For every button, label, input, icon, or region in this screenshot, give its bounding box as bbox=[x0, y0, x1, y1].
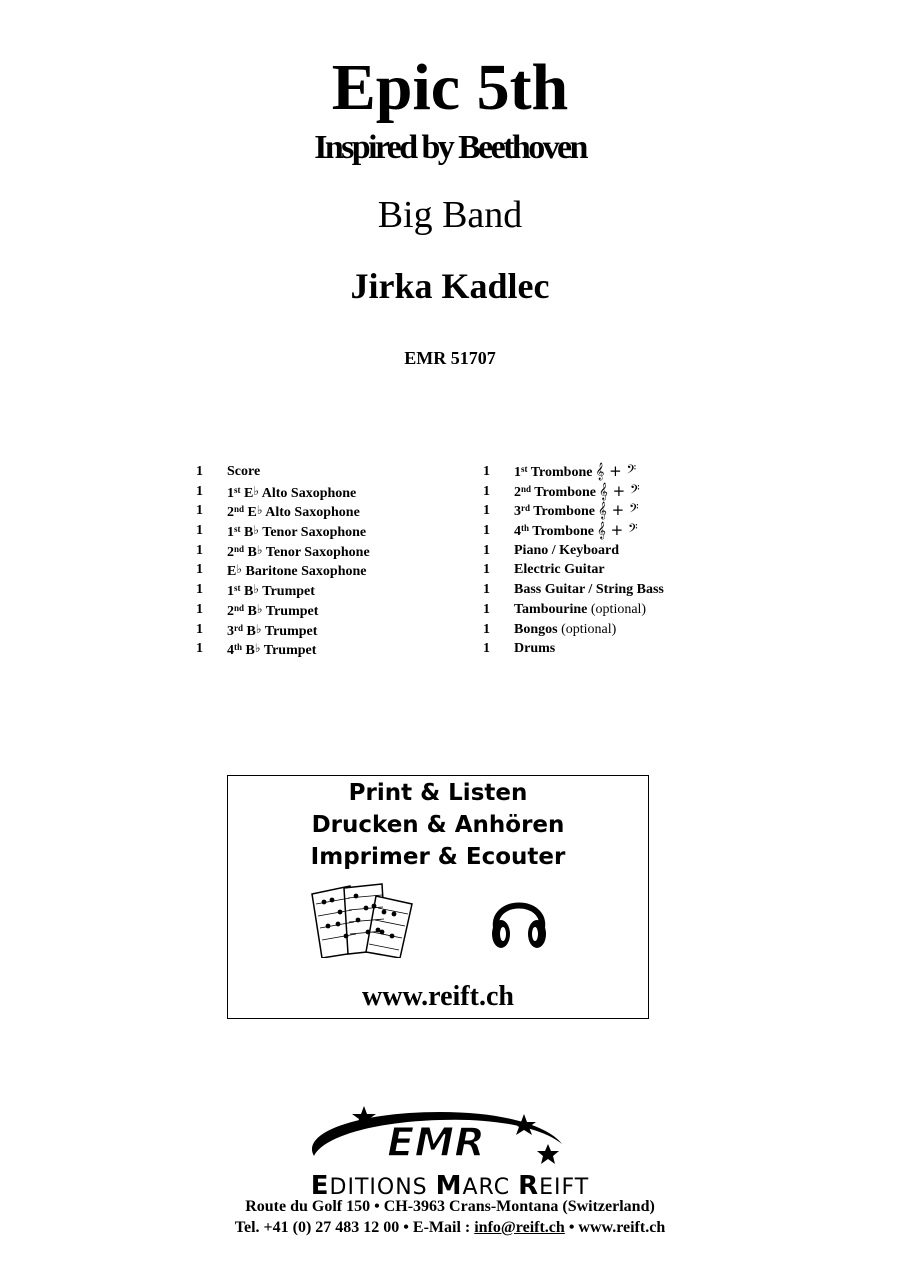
flat-sign-icon: ♭ bbox=[254, 641, 261, 656]
part-ordinal-suffix: nd bbox=[234, 543, 245, 554]
part-row bbox=[483, 580, 743, 600]
part-ordinal-number: 1 bbox=[227, 485, 234, 501]
part-quantity: 1 bbox=[483, 503, 490, 519]
part-row bbox=[483, 501, 743, 521]
publisher-address: Route du Golf 150 • CH-3963 Crans-Montana (Switzerland) bbox=[245, 1198, 655, 1215]
part-name bbox=[227, 482, 356, 504]
part-name bbox=[227, 580, 315, 602]
flat-sign-icon: ♭ bbox=[253, 523, 260, 538]
email-link[interactable]: info@reift.ch bbox=[474, 1219, 565, 1236]
part-key-note: B bbox=[245, 643, 255, 659]
part-instrument: Score bbox=[227, 464, 261, 479]
part-optional-note: (optional) bbox=[590, 601, 647, 617]
part-ordinal-number: 2 bbox=[227, 544, 234, 560]
part-quantity: 1 bbox=[483, 641, 490, 657]
part-ordinal-suffix: rd bbox=[234, 622, 243, 633]
part-quantity: 1 bbox=[196, 641, 203, 657]
promo-line-german: Drucken & Anhören bbox=[311, 812, 565, 838]
part-instrument: Tambourine bbox=[514, 601, 588, 617]
part-quantity: 1 bbox=[196, 542, 203, 558]
part-quantity: 1 bbox=[483, 562, 490, 578]
part-quantity: 1 bbox=[196, 601, 203, 617]
part-instrument: Bongos bbox=[514, 621, 558, 637]
part-optional-note: (optional) bbox=[561, 621, 617, 637]
part-row bbox=[483, 600, 743, 620]
piece-subtitle: Inspired by Beethoven bbox=[314, 129, 586, 166]
promo-line-english: Print & Listen bbox=[348, 780, 528, 806]
part-row bbox=[196, 580, 486, 600]
part-name bbox=[227, 541, 370, 563]
promo-website-link[interactable]: www.reift.ch bbox=[362, 981, 514, 1012]
flat-sign-icon: ♭ bbox=[256, 503, 263, 518]
part-ordinal-suffix: nd bbox=[521, 483, 532, 494]
clef-icons: 𝄞 + 𝄢 bbox=[595, 462, 637, 480]
part-ordinal-suffix: th bbox=[234, 642, 243, 653]
flat-sign-icon: ♭ bbox=[256, 542, 263, 557]
part-row bbox=[196, 600, 486, 620]
part-name bbox=[227, 639, 316, 661]
part-row bbox=[196, 560, 486, 580]
part-quantity: 1 bbox=[196, 503, 203, 519]
part-ordinal-number: 4 bbox=[514, 524, 521, 540]
part-quantity: 1 bbox=[483, 621, 490, 637]
ensemble-label: Big Band bbox=[377, 194, 523, 236]
flat-sign-icon: ♭ bbox=[253, 483, 260, 498]
part-name bbox=[514, 580, 664, 600]
part-name bbox=[514, 501, 639, 522]
part-row bbox=[483, 560, 743, 580]
sheet-music-icon bbox=[308, 882, 418, 958]
part-ordinal-number: 4 bbox=[227, 643, 234, 659]
part-row bbox=[483, 462, 743, 482]
part-quantity: 1 bbox=[483, 483, 490, 499]
star-icon bbox=[537, 1144, 559, 1164]
part-ordinal-number: 2 bbox=[227, 505, 234, 521]
promo-line-french: Imprimer & Ecouter bbox=[310, 844, 566, 870]
flat-sign-icon: ♭ bbox=[253, 582, 260, 597]
part-row bbox=[196, 482, 486, 502]
part-row bbox=[483, 521, 743, 541]
part-ordinal-number: 1 bbox=[514, 465, 521, 480]
part-row bbox=[483, 620, 743, 640]
part-quantity: 1 bbox=[196, 464, 203, 479]
part-instrument: Alto Saxophone bbox=[265, 505, 360, 521]
part-ordinal-suffix: nd bbox=[234, 504, 245, 515]
part-name bbox=[514, 541, 619, 561]
part-key-note: E bbox=[244, 485, 254, 501]
emr-logo bbox=[300, 1104, 570, 1174]
part-ordinal-number: 3 bbox=[227, 623, 234, 639]
part-instrument: Baritone Saxophone bbox=[245, 564, 367, 580]
part-instrument: Trumpet bbox=[264, 623, 318, 639]
part-instrument: Alto Saxophone bbox=[261, 485, 357, 501]
publisher-name: EDITIONS MARC REIFT bbox=[310, 1171, 590, 1201]
part-row bbox=[196, 620, 486, 640]
part-instrument: Piano / Keyboard bbox=[514, 542, 620, 558]
part-instrument: Trumpet bbox=[262, 584, 315, 600]
part-name bbox=[514, 521, 638, 542]
part-quantity: 1 bbox=[483, 523, 490, 539]
part-name bbox=[514, 482, 640, 503]
part-quantity: 1 bbox=[483, 601, 490, 617]
part-key-note: B bbox=[244, 584, 254, 600]
composer-name: Jirka Kadlec bbox=[350, 266, 550, 306]
parts-list-right bbox=[483, 462, 743, 659]
catalog-number: EMR 51707 bbox=[404, 348, 496, 368]
part-instrument: Trumpet bbox=[263, 643, 317, 659]
flat-sign-icon: ♭ bbox=[255, 621, 262, 636]
part-name bbox=[514, 462, 636, 483]
part-name bbox=[514, 600, 646, 620]
part-row bbox=[196, 541, 486, 561]
flat-sign-icon: ♭ bbox=[256, 601, 263, 616]
part-ordinal-suffix: st bbox=[234, 484, 241, 495]
part-ordinal-number: 2 bbox=[227, 603, 234, 619]
part-quantity: 1 bbox=[196, 562, 203, 578]
part-row bbox=[483, 482, 743, 502]
part-row bbox=[196, 501, 486, 521]
part-instrument: Trombone bbox=[533, 504, 595, 520]
part-name bbox=[227, 620, 317, 642]
part-name bbox=[227, 501, 360, 523]
part-ordinal-number: 1 bbox=[227, 584, 234, 600]
part-name bbox=[227, 462, 260, 482]
part-ordinal-suffix: rd bbox=[521, 503, 530, 514]
clef-icons: 𝄞 + 𝄢 bbox=[598, 481, 640, 500]
parts-list-left bbox=[196, 462, 486, 659]
headphones-icon bbox=[488, 884, 550, 952]
clef-icons: 𝄞 + 𝄢 bbox=[596, 521, 638, 540]
part-instrument: Trombone bbox=[530, 465, 593, 480]
piece-title: Epic 5th bbox=[331, 51, 569, 124]
part-instrument: Trumpet bbox=[265, 603, 319, 619]
flat-sign-icon: ♭ bbox=[236, 562, 243, 577]
part-quantity: 1 bbox=[196, 621, 203, 637]
part-row bbox=[483, 541, 743, 561]
part-quantity: 1 bbox=[196, 523, 203, 539]
publisher-contact: Tel. +41 (0) 27 483 12 00 • E-Mail : info@reift.ch • www.reift.ch bbox=[234, 1219, 666, 1236]
part-name bbox=[227, 521, 366, 543]
logo-text: EMR bbox=[387, 1120, 485, 1166]
part-ordinal-suffix: st bbox=[234, 524, 241, 535]
part-instrument: Tenor Saxophone bbox=[262, 525, 367, 541]
part-key-note: B bbox=[244, 525, 254, 541]
part-key-note: E bbox=[227, 564, 237, 580]
part-name bbox=[227, 600, 318, 622]
part-ordinal-number: 1 bbox=[227, 525, 234, 541]
part-key-note: B bbox=[247, 603, 257, 619]
part-key-note: E bbox=[247, 505, 257, 521]
part-name bbox=[514, 620, 616, 640]
part-name bbox=[514, 639, 555, 659]
clef-icons: 𝄞 + 𝄢 bbox=[597, 501, 639, 520]
part-instrument: Trombone bbox=[532, 524, 594, 540]
part-ordinal-suffix: st bbox=[234, 583, 241, 594]
part-row bbox=[196, 462, 486, 482]
part-instrument: Bass Guitar / String Bass bbox=[514, 582, 664, 598]
print-listen-box bbox=[227, 775, 649, 1019]
part-key-note: B bbox=[246, 623, 256, 639]
part-instrument: Drums bbox=[514, 641, 556, 657]
part-name bbox=[514, 560, 605, 580]
part-name bbox=[227, 560, 366, 582]
part-quantity: 1 bbox=[483, 582, 490, 598]
part-ordinal-number: 3 bbox=[514, 504, 521, 520]
part-ordinal-number: 2 bbox=[514, 484, 521, 500]
part-quantity: 1 bbox=[483, 464, 490, 479]
part-quantity: 1 bbox=[196, 582, 203, 598]
part-ordinal-suffix: st bbox=[521, 464, 528, 474]
part-key-note: B bbox=[247, 544, 257, 560]
star-icon bbox=[512, 1114, 536, 1135]
part-instrument: Tenor Saxophone bbox=[265, 544, 370, 560]
part-instrument: Trombone bbox=[534, 484, 596, 500]
part-ordinal-suffix: nd bbox=[234, 602, 245, 613]
part-quantity: 1 bbox=[196, 483, 203, 499]
part-ordinal-suffix: th bbox=[521, 523, 530, 534]
part-row bbox=[196, 639, 486, 659]
part-instrument: Electric Guitar bbox=[514, 562, 605, 578]
part-quantity: 1 bbox=[483, 542, 490, 558]
part-row bbox=[196, 521, 486, 541]
part-row bbox=[483, 639, 743, 659]
